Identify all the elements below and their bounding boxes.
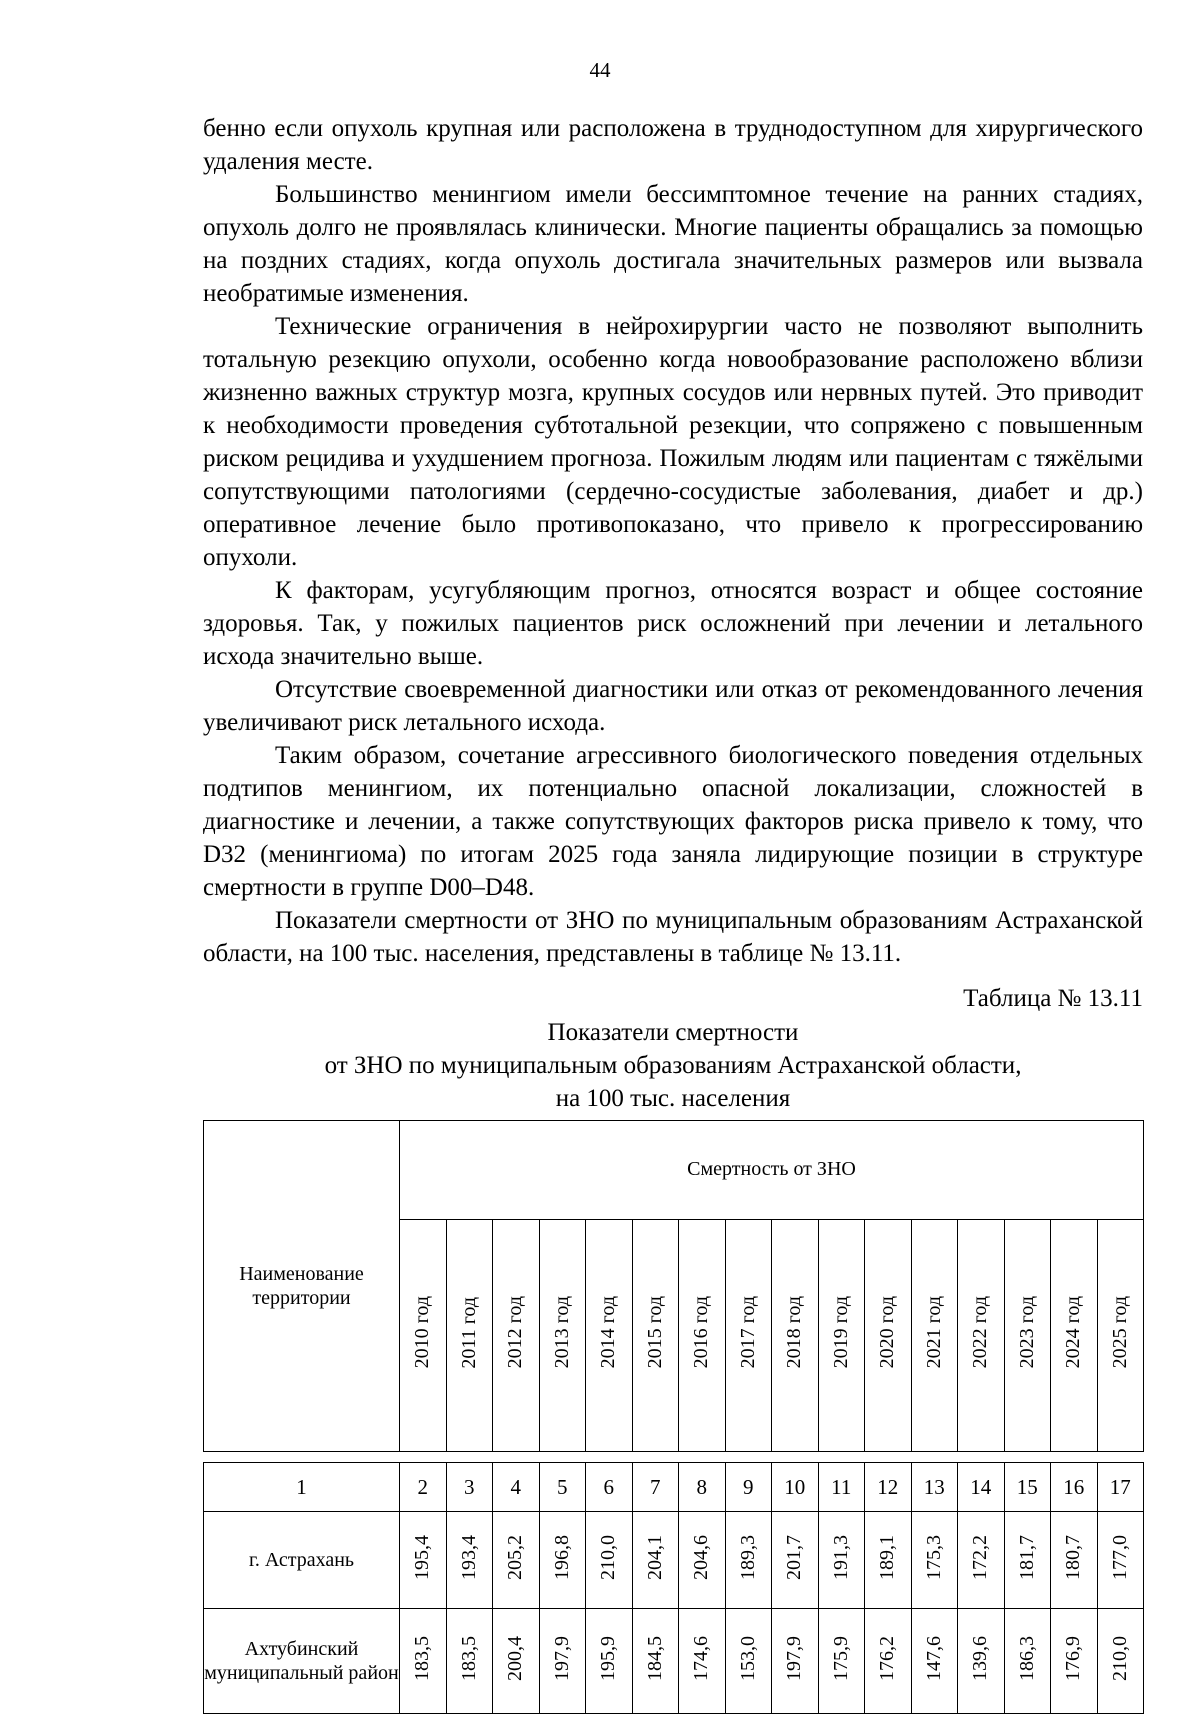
mortality-value-cell xyxy=(1051,1609,1098,1714)
mortality-value-cell xyxy=(818,1512,865,1609)
territory-header-label: Наименование территории xyxy=(239,1263,364,1309)
column-number: 2 xyxy=(400,1463,447,1512)
column-number-row xyxy=(204,1463,1144,1512)
mortality-value: 184,5 xyxy=(643,1635,666,1681)
year-header xyxy=(818,1219,865,1451)
column-number: 17 xyxy=(1097,1463,1144,1512)
year-label: 2024 год xyxy=(1062,1296,1085,1369)
mortality-value-cell xyxy=(772,1609,819,1714)
year-header xyxy=(586,1219,633,1451)
column-number: 13 xyxy=(911,1463,958,1512)
mortality-value: 183,5 xyxy=(411,1635,434,1681)
year-label: 2019 год xyxy=(829,1296,852,1369)
year-label: 2025 год xyxy=(1108,1296,1131,1369)
mortality-value-cell xyxy=(1004,1512,1051,1609)
column-number: 9 xyxy=(725,1463,772,1512)
year-label: 2011 год xyxy=(457,1296,480,1369)
mortality-value-cell xyxy=(632,1609,679,1714)
territory-name: Ахтубинский муниципальный район xyxy=(204,1609,400,1714)
year-header xyxy=(539,1219,586,1451)
mortality-value: 204,6 xyxy=(690,1534,713,1580)
mortality-value-cell xyxy=(725,1512,772,1609)
column-number: 14 xyxy=(958,1463,1005,1512)
year-header xyxy=(911,1219,958,1451)
table-row xyxy=(204,1512,1144,1609)
mortality-value: 189,3 xyxy=(736,1534,759,1580)
mortality-value: 176,2 xyxy=(876,1635,899,1681)
mortality-value: 204,1 xyxy=(643,1534,666,1580)
mortality-value: 181,7 xyxy=(1015,1534,1038,1580)
mortality-value: 153,0 xyxy=(736,1635,759,1681)
year-label: 2016 год xyxy=(690,1296,713,1369)
column-number: 5 xyxy=(539,1463,586,1512)
mortality-value-cell xyxy=(1051,1512,1098,1609)
year-header xyxy=(1097,1219,1144,1451)
year-label: 2013 год xyxy=(550,1296,573,1369)
mortality-value-cell xyxy=(958,1512,1005,1609)
mortality-value: 205,2 xyxy=(504,1534,527,1580)
mortality-value: 174,6 xyxy=(690,1635,713,1681)
year-header xyxy=(725,1219,772,1451)
mortality-value: 175,9 xyxy=(829,1635,852,1681)
table-title-line: Показатели смертности xyxy=(547,1019,799,1046)
mortality-value-cell xyxy=(446,1512,493,1609)
mortality-value-cell xyxy=(586,1512,633,1609)
year-label: 2020 год xyxy=(876,1296,899,1369)
mortality-value-cell xyxy=(818,1609,865,1714)
mortality-value: 147,6 xyxy=(922,1635,945,1681)
paragraph: бенно если опухоль крупная или расположена в труднодоступном для хирургического удаления месте. xyxy=(203,115,1143,175)
mortality-value-cell xyxy=(865,1512,912,1609)
mortality-value-cell xyxy=(586,1609,633,1714)
mortality-value-cell xyxy=(725,1609,772,1714)
year-label: 2015 год xyxy=(643,1296,666,1369)
year-label: 2023 год xyxy=(1015,1296,1038,1369)
table-row xyxy=(204,1609,1144,1714)
mortality-value-cell xyxy=(493,1512,540,1609)
year-header xyxy=(679,1219,726,1451)
year-label: 2012 год xyxy=(504,1296,527,1369)
column-number: 10 xyxy=(772,1463,819,1512)
column-number: 6 xyxy=(586,1463,633,1512)
territory-name: г. Астрахань xyxy=(204,1512,400,1609)
year-header xyxy=(1051,1219,1098,1451)
mortality-table xyxy=(203,1120,1144,1714)
mortality-value: 195,9 xyxy=(597,1635,620,1681)
mortality-value: 139,6 xyxy=(969,1635,992,1681)
mortality-value: 197,9 xyxy=(550,1635,573,1681)
body-text xyxy=(203,112,1143,970)
column-number: 11 xyxy=(818,1463,865,1512)
mortality-value-cell xyxy=(679,1512,726,1609)
mortality-value: 176,9 xyxy=(1062,1635,1085,1681)
page-number: 44 xyxy=(589,58,611,82)
column-number: 4 xyxy=(493,1463,540,1512)
mortality-value-cell xyxy=(865,1609,912,1714)
column-number: 12 xyxy=(865,1463,912,1512)
mortality-value: 195,4 xyxy=(411,1534,434,1580)
year-header xyxy=(958,1219,1005,1451)
mortality-value-cell xyxy=(400,1512,447,1609)
column-number: 3 xyxy=(446,1463,493,1512)
mortality-value: 191,3 xyxy=(829,1534,852,1580)
table-title-line: от ЗНО по муниципальным образованиям Астраханской области, xyxy=(324,1052,1022,1079)
table-title xyxy=(203,1016,1143,1115)
column-number: 7 xyxy=(632,1463,679,1512)
year-header xyxy=(772,1219,819,1451)
year-header xyxy=(446,1219,493,1451)
mortality-value-cell xyxy=(679,1609,726,1714)
mortality-value-cell xyxy=(400,1609,447,1714)
mortality-value: 196,8 xyxy=(550,1534,573,1580)
mortality-value-cell xyxy=(446,1609,493,1714)
mortality-value-cell xyxy=(632,1512,679,1609)
mortality-value: 172,2 xyxy=(969,1534,992,1580)
territory-header xyxy=(204,1121,400,1452)
mortality-value-cell xyxy=(958,1609,1005,1714)
mortality-value-cell xyxy=(1097,1512,1144,1609)
mortality-value: 210,0 xyxy=(597,1534,620,1580)
mortality-value: 210,0 xyxy=(1108,1635,1131,1681)
mortality-value: 200,4 xyxy=(504,1635,527,1681)
year-label: 2017 год xyxy=(736,1296,759,1369)
year-header xyxy=(865,1219,912,1451)
mortality-value-cell xyxy=(1097,1609,1144,1714)
mortality-value: 201,7 xyxy=(783,1534,806,1580)
mortality-value-cell xyxy=(1004,1609,1051,1714)
mortality-value-cell xyxy=(911,1609,958,1714)
paragraph: Таким образом, сочетание агрессивного биологического поведения отдельных подтипов менингиом, их потенциально опасной локализации, сложностей в диагностике и лечении, а также сопутствующих факторов риска привело к тому, что D32 (менингиома) по итогам 2025 года заняла лидирующие позиции в структуре смертности в группе D00–D48. xyxy=(203,742,1143,901)
paragraph: К факторам, усугубляющим прогноз, относятся возраст и общее состояние здоровья. Так, у пожилых пациентов риск осложнений при лечении и летального исхода значительно выше. xyxy=(203,577,1143,670)
column-number: 8 xyxy=(679,1463,726,1512)
mortality-value: 177,0 xyxy=(1108,1534,1131,1580)
paragraph: Отсутствие своевременной диагностики или отказ от рекомендованного лечения увеличивают риск летального исхода. xyxy=(203,676,1143,736)
mortality-value: 175,3 xyxy=(922,1534,945,1580)
year-label: 2010 год xyxy=(411,1296,434,1369)
year-label: 2014 год xyxy=(597,1296,620,1369)
table-number: Таблица № 13.11 xyxy=(963,985,1143,1012)
paragraph: Большинство менингиом имели бессимптомное течение на ранних стадиях, опухоль долго не проявлялась клинически. Многие пациенты обращались за помощью на поздних стадиях, когда опухоль достигала значительных размеров или вызвала необратимые изменения. xyxy=(203,181,1143,307)
group-header: Смертность от ЗНО xyxy=(400,1121,1144,1220)
year-header xyxy=(400,1219,447,1451)
mortality-value: 197,9 xyxy=(783,1635,806,1681)
mortality-value: 180,7 xyxy=(1062,1534,1085,1580)
column-number: 16 xyxy=(1051,1463,1098,1512)
column-number: 1 xyxy=(204,1463,400,1512)
year-label: 2018 год xyxy=(783,1296,806,1369)
year-header xyxy=(493,1219,540,1451)
year-label: 2022 год xyxy=(969,1296,992,1369)
mortality-value: 183,5 xyxy=(457,1635,480,1681)
year-label: 2021 год xyxy=(922,1296,945,1369)
mortality-value-cell xyxy=(539,1512,586,1609)
paragraph: Технические ограничения в нейрохирургии часто не позволяют выполнить тотальную резекцию опухоли, особенно когда новообразование расположено вблизи жизненно важных структур мозга, крупных сосудов или нервных путей. Это приводит к необходимости проведения субтотальной резекции, что сопряжено с повышенным риском рецидива и ухудшением прогноза. Пожилым людям или пациентам с тяжёлыми сопутствующими патологиями (сердечно-сосудистые заболевания, диабет и др.) оперативное лечение было противопоказано, что привело к прогрессированию опухоли. xyxy=(203,313,1143,571)
mortality-value: 189,1 xyxy=(876,1534,899,1580)
mortality-value-cell xyxy=(911,1512,958,1609)
mortality-value-cell xyxy=(772,1512,819,1609)
paragraph: Показатели смертности от ЗНО по муниципальным образованиям Астраханской области, на 100 тыс. населения, представлены в таблице № 13.11. xyxy=(203,907,1143,967)
year-header xyxy=(1004,1219,1051,1451)
column-number: 15 xyxy=(1004,1463,1051,1512)
gap-row xyxy=(204,1452,1144,1463)
table-title-line: на 100 тыс. населения xyxy=(555,1085,791,1112)
year-header xyxy=(632,1219,679,1451)
mortality-value: 193,4 xyxy=(457,1534,480,1580)
mortality-value: 186,3 xyxy=(1015,1635,1038,1681)
mortality-value-cell xyxy=(539,1609,586,1714)
mortality-value-cell xyxy=(493,1609,540,1714)
